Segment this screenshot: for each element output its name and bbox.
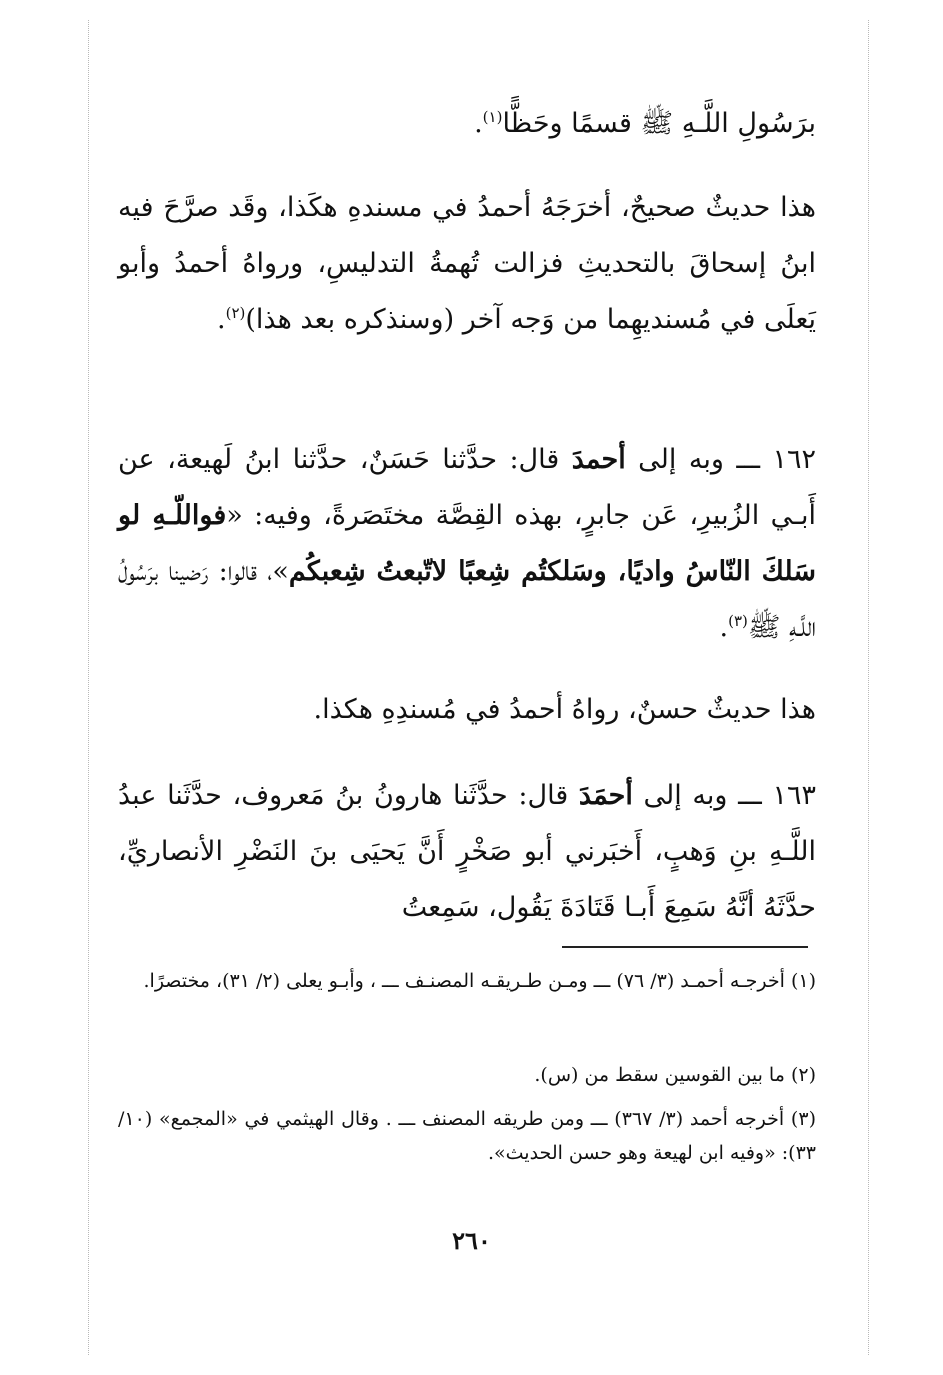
- opening-line-text: برَسُولِ اللَّـهِ ﷺ قسمًا وحَظًّا: [502, 108, 816, 139]
- hadith-162-number: ١٦٢ ـــ وبه إلى: [625, 444, 816, 475]
- hadith-163: [118, 768, 816, 936]
- footnote-ref-1: (١): [482, 108, 503, 126]
- footnote-2: (٢) ما بين القوسين سقط من (س).: [534, 1064, 816, 1086]
- footnote-separator: [562, 946, 808, 948]
- paragraph-commentary-1-text: هذا حديثٌ صحيحٌ، أخرَجَهُ أحمدُ في مسندهِ هكَذا، وقَد صرَّحَ فيه ابنُ إسحاقَ بالتحديثِ فزالت تُهمةُ التدليسِ، ورواهُ أحمدُ وأبو يَعلَى في مُسنديهِما من وَجه آخر (وسنذكره بعد هذا): [118, 192, 816, 335]
- paragraph-commentary-2-text: هذا حديثٌ حسنٌ، رواهُ أحمدُ في مُسندِهِ هكذا.: [313, 694, 816, 725]
- opening-line: [118, 96, 816, 152]
- hadith-162: [118, 432, 816, 656]
- hadith-162-chain: قال: حدَّثنا حَسَنٌ، حدَّثنا ابنُ لَهيعة، عن أَبـي الزُبيرِ، عَن جابرٍ، بهذه القِصَّة مختَصَرةً، وفيه: «: [118, 444, 816, 531]
- left-margin-guide: [88, 20, 89, 1355]
- paragraph-commentary-1-end: .: [217, 304, 226, 335]
- opening-line-end: .: [474, 108, 483, 139]
- footnote-3: (٣) أخرجه أحمد (٣/ ٣٦٧) ـــ ومن طريقه المصنف ـــ . وقال الهيثمي في «المجمع» (١٠/ ٣٣): «وفيه ابن لهيعة وهو حسن الحديث».: [118, 1108, 816, 1164]
- page-number: ٢٦٠: [452, 1226, 491, 1255]
- footnote-ref-3: (٣): [728, 612, 748, 630]
- footnote-1: (١) أخرجـه أحمـد (٣/ ٧٦) ـــ ومـن طـريقـه المصنـف ـــ ، وأبـو يعلى (٢/ ٣١)، مختصرًا.: [143, 970, 816, 992]
- hadith-162-narrator: أحمدَ: [571, 444, 626, 475]
- right-margin-guide: [868, 20, 869, 1355]
- footnote-ref-2: (٢): [225, 304, 246, 322]
- paragraph-commentary-1: [118, 180, 816, 348]
- hadith-163-number: ١٦٣ ـــ وبه إلى: [632, 780, 816, 811]
- paragraph-commentary-2: [118, 682, 816, 738]
- hadith-163-chain: قال: حدَّثَنا هارونُ بنُ مَعروف، حدَّثَنا عبدُ اللَّـهِ بنِ وَهبٍ، أَخبَرني أبو صَخْرٍ أَنَّ يَحيَى بنَ النَضْرِ الأنصاريِّ، حدَّثَهُ أنَّهُ سَمِعَ أَبـا قَتَادَةَ يَقُول، سَمِعتُ: [118, 780, 816, 923]
- hadith-162-tail: »، قالوا: رَضينا برَسُولُ اللَّـهِ ﷺ: [118, 556, 816, 643]
- hadith-162-end: .: [719, 612, 729, 643]
- hadith-163-narrator: أحمَدَ: [578, 780, 633, 811]
- hadith-162-quote: فواللّـهِ لو سَلكَ النّاسُ واديًا، وسَلكتُم شِعبًا لاتّبعتُ شِعبكُم: [118, 500, 816, 587]
